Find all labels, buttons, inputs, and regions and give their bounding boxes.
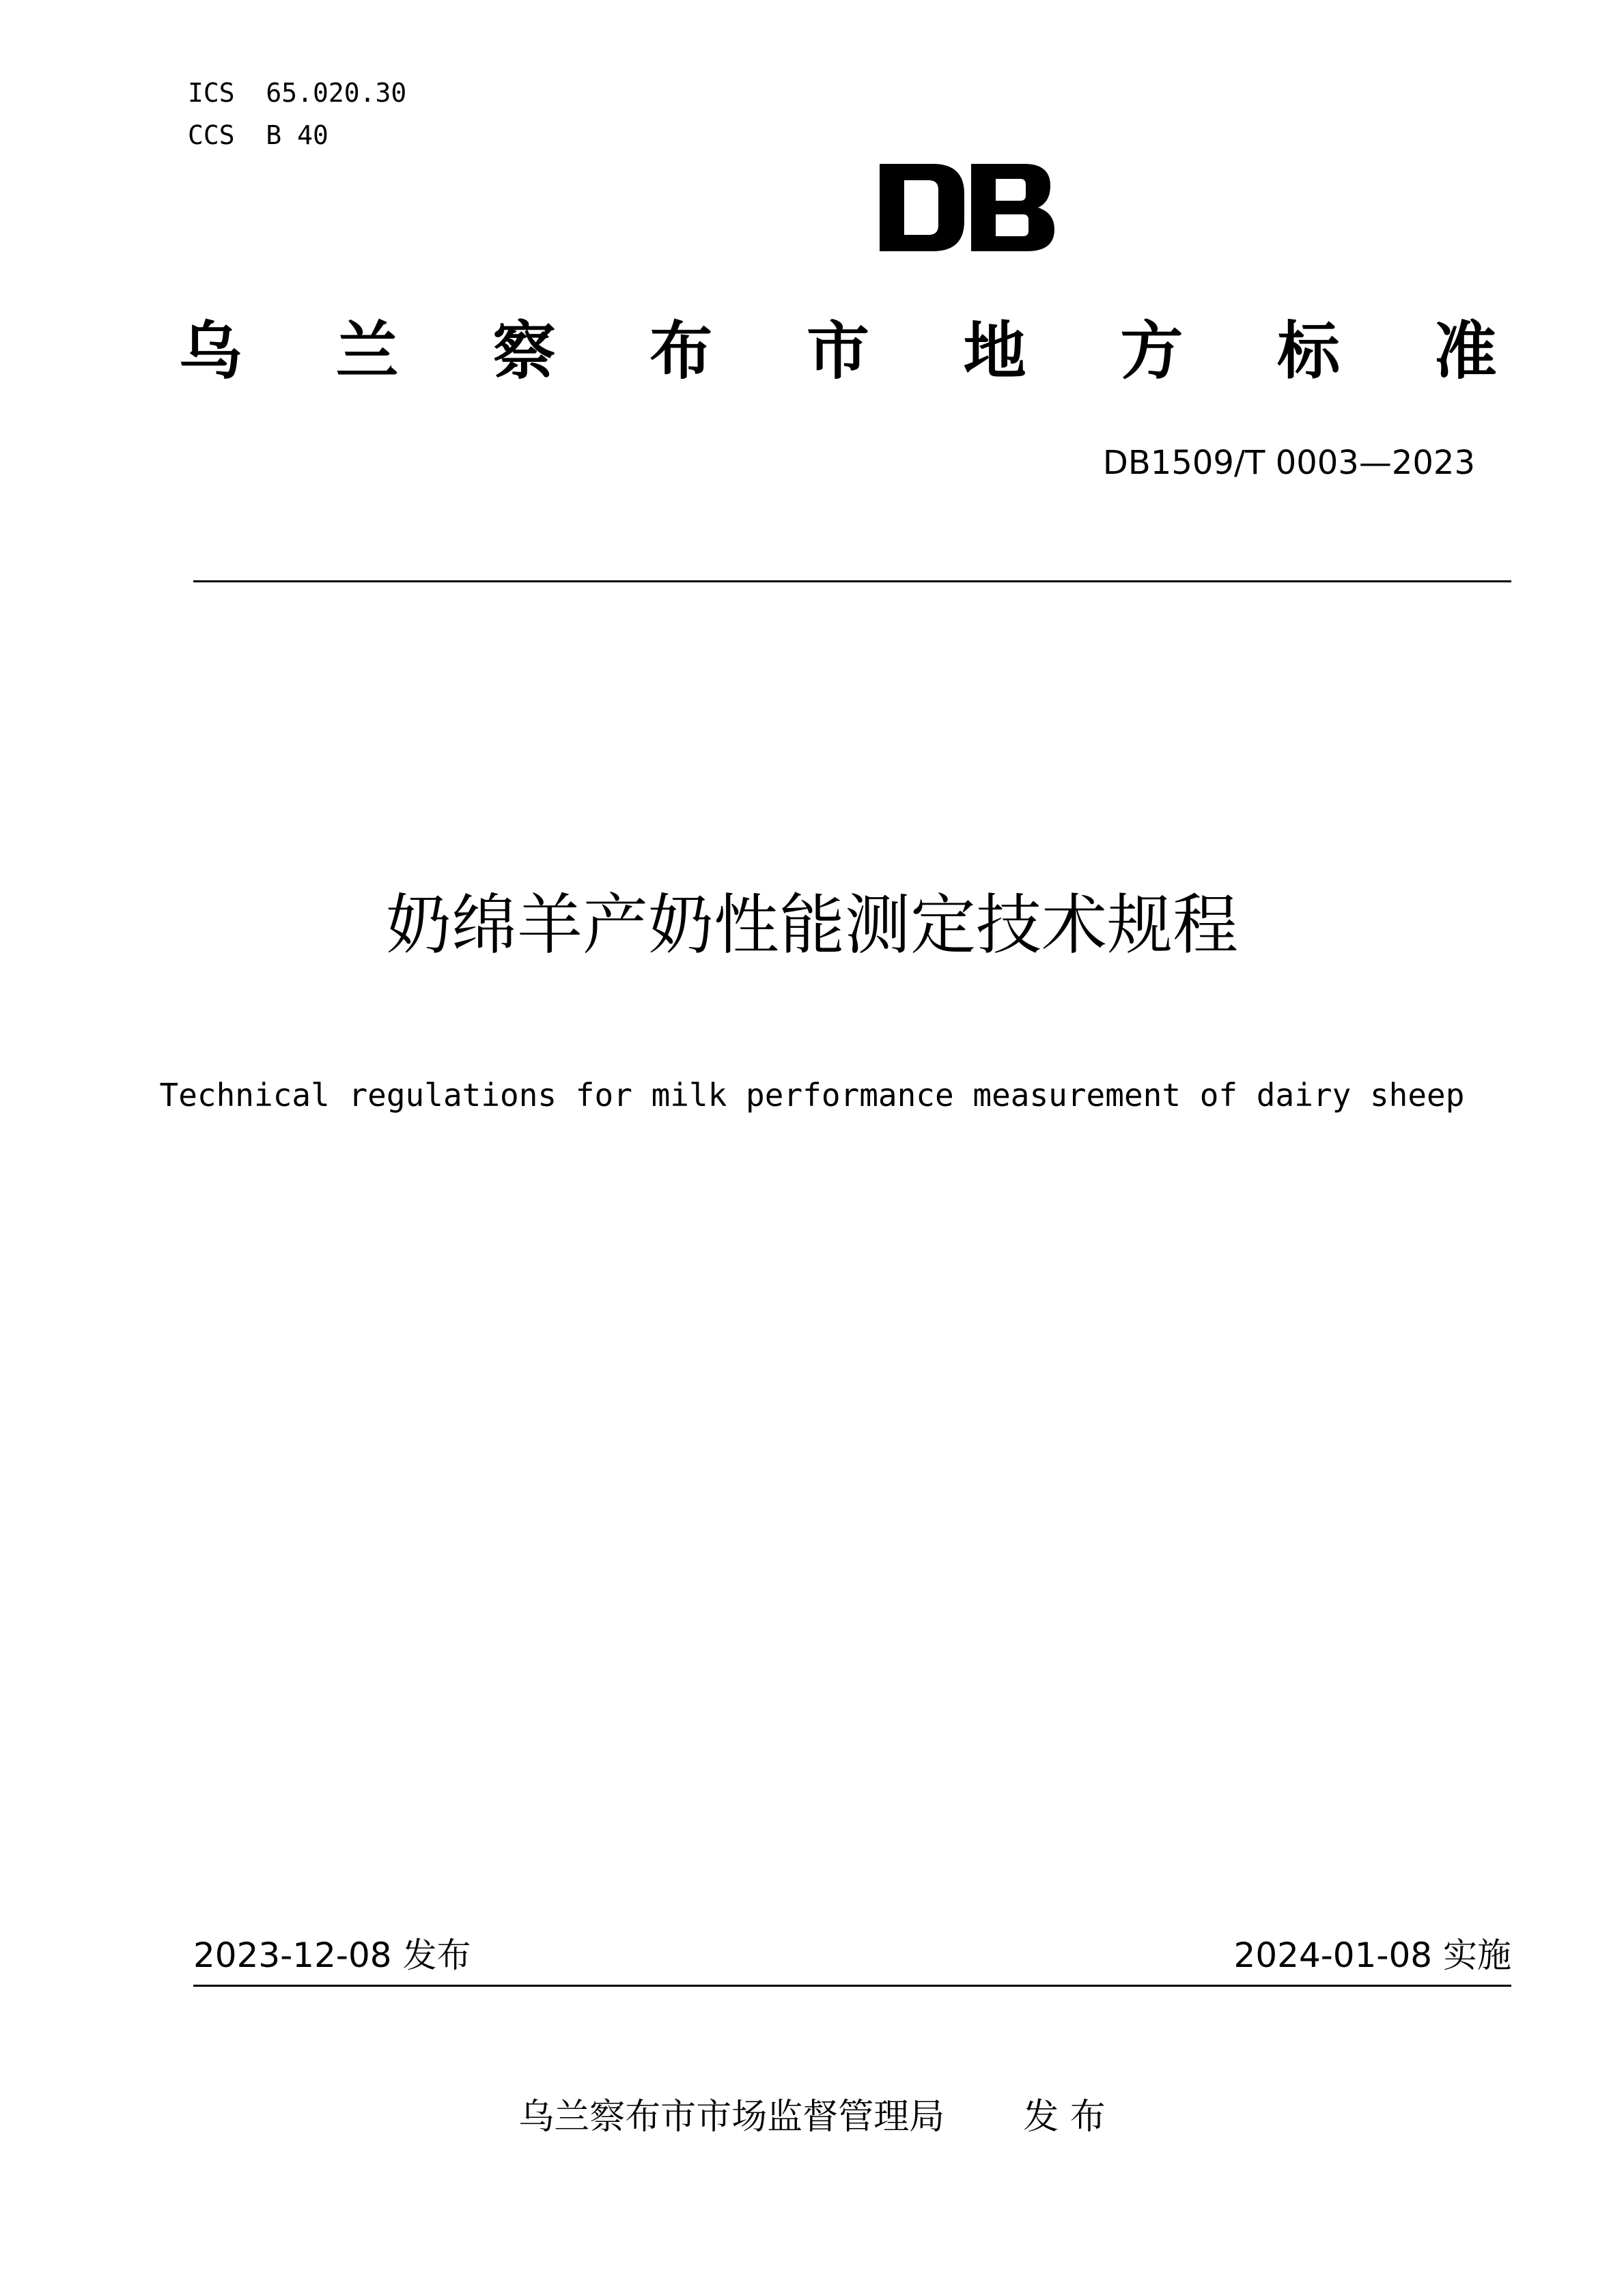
standard-type-char: 标 <box>1277 315 1341 388</box>
standard-type-char: 布 <box>649 315 713 388</box>
issue-date <box>193 1933 471 1977</box>
ccs-code: B 40 <box>266 120 328 150</box>
ccs-classification <box>188 119 328 152</box>
issue-word: 发布 <box>402 1936 471 1975</box>
ics-classification <box>188 76 406 109</box>
issuer-name: 乌兰察布市市场监督管理局 <box>518 2097 945 2138</box>
issuer-action: 发 布 <box>1023 2097 1106 2138</box>
standard-type-char: 察 <box>492 315 556 388</box>
standard-type-char: 乌 <box>179 315 242 388</box>
bottom-divider <box>193 1985 1511 1987</box>
standard-type-char: 方 <box>1120 315 1184 388</box>
ics-code: 65.020.30 <box>266 78 407 108</box>
db-logo <box>880 164 1054 251</box>
issue-date-value: 2023-12-08 <box>193 1936 392 1975</box>
standard-type-char: 准 <box>1433 315 1497 388</box>
ics-label: ICS <box>188 78 235 108</box>
top-divider <box>193 580 1511 582</box>
standard-type-char: 市 <box>806 315 869 388</box>
implementation-date <box>1234 1933 1511 1977</box>
standard-type-heading <box>179 311 1497 393</box>
implement-date-value: 2024-01-08 <box>1233 1936 1433 1975</box>
ccs-label: CCS <box>188 120 235 150</box>
standard-number: DB1509/T 0003—2023 <box>1102 444 1475 482</box>
title-chinese: 奶绵羊产奶性能测定技术规程 <box>386 887 1238 963</box>
title-english: Technical regulations for milk performance measurement of dairy sheep <box>159 1077 1465 1114</box>
standard-type-char: 地 <box>963 315 1026 388</box>
standard-type-char: 兰 <box>335 315 399 388</box>
implement-word: 实施 <box>1443 1936 1511 1975</box>
issuer-line <box>0 2093 1624 2141</box>
